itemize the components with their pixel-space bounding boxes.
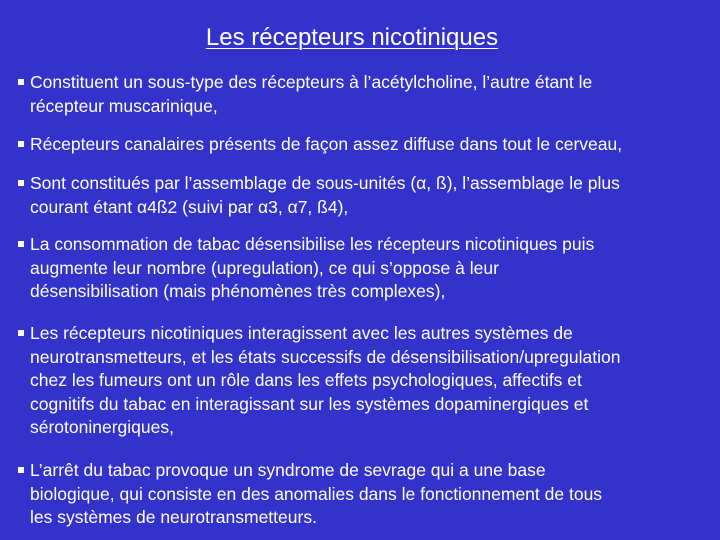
bullet-text-line: Les récepteurs nicotiniques interagissent avec les autres systèmes de <box>30 323 573 343</box>
bullet-item <box>18 71 718 118</box>
bullet-text-line: augmente leur nombre (upregulation), ce qui s’oppose à leur <box>30 257 499 278</box>
bullet-item <box>18 172 718 219</box>
slide-title: Les récepteurs nicotiniques <box>205 24 499 51</box>
bullet-text-line: Récepteurs canalaires présents de façon assez diffuse dans tout le cerveau, <box>30 134 623 154</box>
square-bullet-icon <box>18 241 24 247</box>
bullet-text-line: récepteur muscarinique, <box>30 95 218 116</box>
bullet-text-line: désensibilisation (mais phénomènes très complexes), <box>30 281 446 301</box>
bullet-text-line: les systèmes de neurotransmetteurs. <box>30 507 317 527</box>
square-bullet-icon <box>18 141 24 147</box>
square-bullet-icon <box>18 79 24 85</box>
bullet-item <box>18 233 718 304</box>
bullet-text-line: La consommation de tabac désensibilise les récepteurs nicotiniques puis <box>30 234 595 254</box>
bullet-text-line: cognitifs du tabac en interagissant sur les systèmes dopaminergiques et <box>30 393 589 414</box>
bullet-item <box>18 322 718 440</box>
bullet-text-line: neurotransmetteurs, et les états successifs de désensibilisation/upregulation <box>30 346 621 367</box>
square-bullet-icon <box>18 330 24 336</box>
bullet-text-line: Constituent un sous-type des récepteurs à l’acétylcholine, l’autre étant le <box>30 72 593 92</box>
square-bullet-icon <box>18 180 24 186</box>
bullet-text-line: L’arrêt du tabac provoque un syndrome de sevrage qui a une base <box>30 460 546 480</box>
bullet-item <box>18 459 718 530</box>
bullet-text-line: courant étant α4ß2 (suivi par α3, α7, ß4), <box>30 196 349 217</box>
bullet-text-line: sérotoninergiques, <box>30 417 174 437</box>
bullet-text-line: biologique, qui consiste en des anomalies dans le fonctionnement de tous <box>30 483 603 504</box>
bullet-text-line: Sont constitués par l’assemblage de sous-unités (α, ß), l’assemblage le plus <box>30 173 620 193</box>
bullet-item <box>18 133 718 157</box>
square-bullet-icon <box>18 467 24 473</box>
bullet-text-line: chez les fumeurs ont un rôle dans les effets psychologiques, affectifs et <box>30 370 582 390</box>
